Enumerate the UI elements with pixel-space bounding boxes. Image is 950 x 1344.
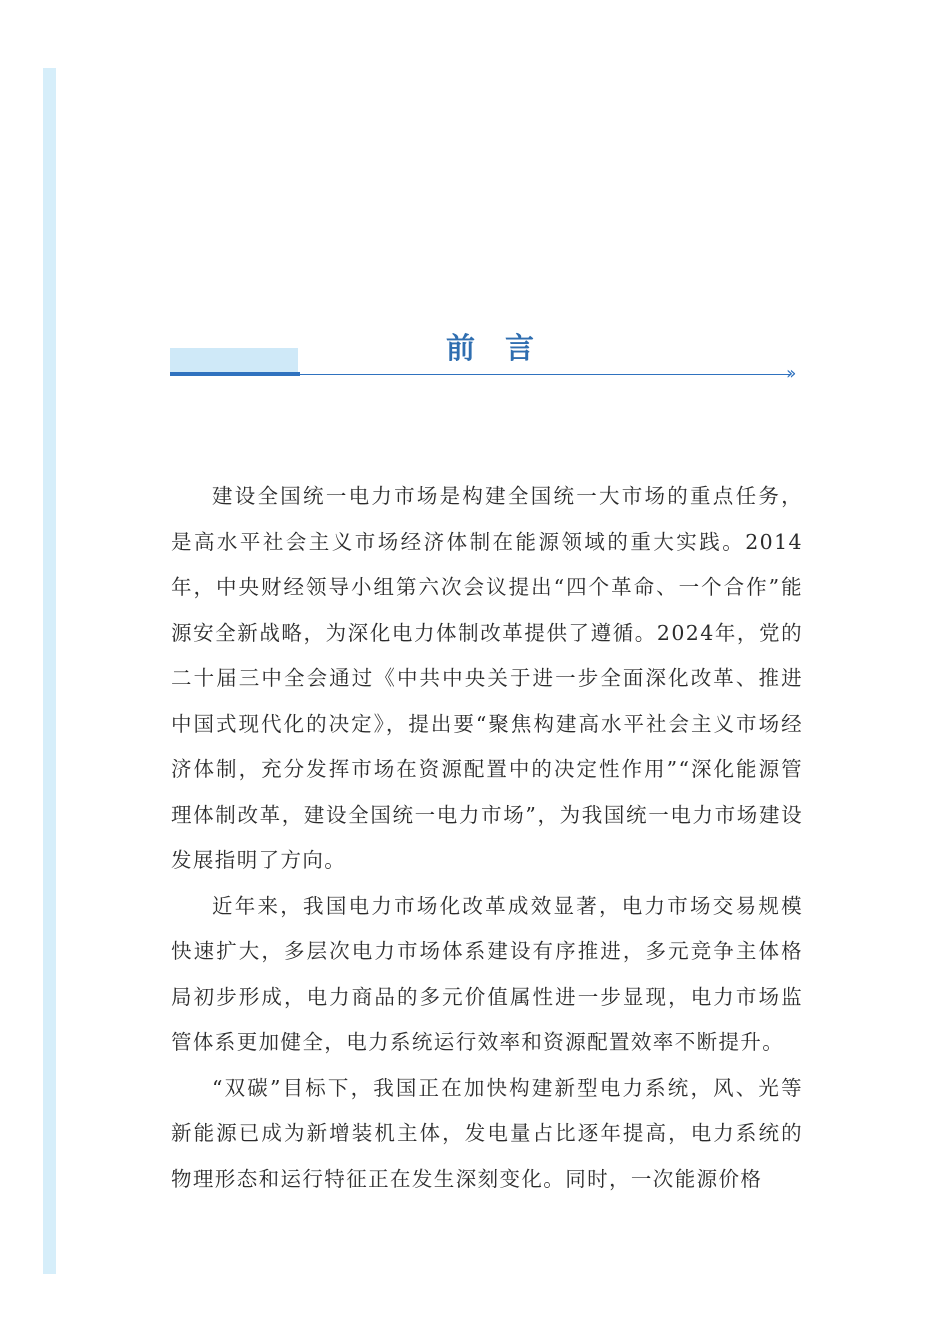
side-decor-bar [43,68,56,1274]
section-header [170,322,810,382]
header-rule-thin [300,374,790,375]
paragraph: 建设全国统一电力市场是构建全国统一大市场的重点任务，是高水平社会主义市场经济体制在能源领域的重大实践。2014年，中央财经领导小组第六次会议提出“四个革命、一个合作”能源安全新战略，为深化电力体制改革提供了遵循。2024年，党的二十届三中全会通过《中共中央关于进一步全面深化改革、推进中国式现代化的决定》，提出要“聚焦构建高水平社会主义市场经济体制，充分发挥市场在资源配置中的决定性作用”“深化能源管理体制改革，建设全国统一电力市场”，为我国统一电力市场建设发展指明了方向。 [171,484,803,872]
page-title: 前言 [445,331,564,365]
header-rule-thick [170,372,300,376]
paragraph: 近年来，我国电力市场化改革成效显著，电力市场交易规模快速扩大，多层次电力市场体系建设有序推进，多元竞争主体格局初步形成，电力商品的多元价值属性进一步显现，电力市场监管体系更加健全，电力系统运行效率和资源配置效率不断提升。 [171,893,803,1054]
paragraph: “双碳”目标下，我国正在加快构建新型电力系统，风、光等新能源已成为新增装机主体，发电量占比逐年提高，电力系统的物理形态和运行特征正在发生深刻变化。同时，一次能源价格 [171,1075,803,1191]
body-text [171,474,803,1202]
double-chevron-right-icon: ›› [786,363,793,384]
